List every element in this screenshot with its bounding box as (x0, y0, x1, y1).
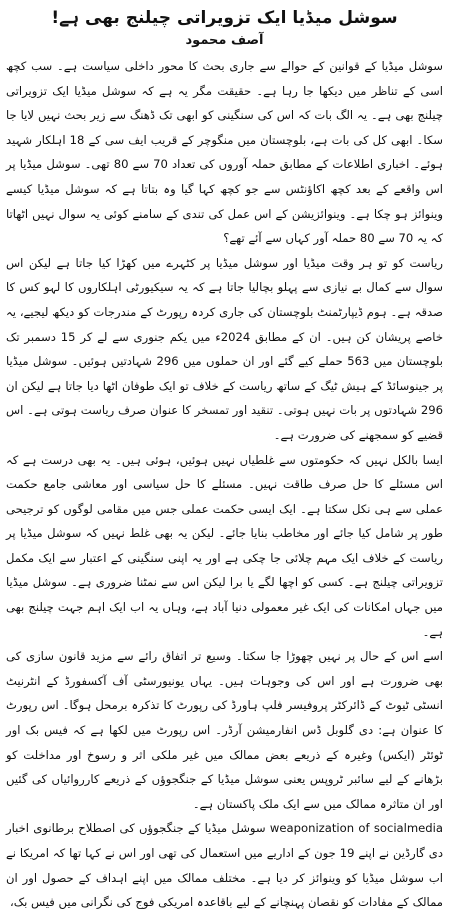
article-paragraph: ایسا بالکل نہیں کہ حکومتوں سے غلطیاں نہیں ہوئیں، ہوئی ہیں۔ یہ بھی درست ہے کہ اس مسئلے کا حل صرف طاقت نہیں۔ مسئلے کا حل سیاسی اور معاشی جامع حکمت عملی سے ہی نکل سکتا ہے۔ ایک ایسی حکمت عملی جس میں مقامی لوگوں کو ترجیحی طور پر شامل کیا جائے اور مخاطب بنایا جائے۔ لیکن یہ بھی غلط نہیں کہ سوشل میڈیا پر ریاست کے خلاف ایک مہم چلائی جا چکی ہے اور یہ اپنی سنگینی کے اعتبار سے ایک مکمل تزویراتی چیلنج ہے۔ کسی کو اچھا لگے یا برا لیکن اس سے نمٹنا ضروری ہے۔ سوشل میڈیا میں جہاں امکانات کی ایک غیر معمولی دنیا آباد ہے، وہاں یہ اب ایک اہم جہت چیلنج بھی ہے۔ (6, 452, 443, 639)
article-headline: سوشل میڈیا ایک تزویراتی چیلنج بھی ہے! (51, 8, 398, 28)
english-term: weaponization of socialmedia (269, 821, 443, 836)
article-paragraph: اسے اس کے حال پر نہیں چھوڑا جا سکتا۔ وسیع تر اتفاق رائے سے مزید قانون سازی کی بھی ضرورت ہے اور اس کی وجوہات ہیں۔ یہاں یونیورسٹی آف آکسفورڈ کے انٹرنیٹ انسٹی ٹیوٹ کے ڈائرکٹر پروفیسر فلپ ہاورڈ کی رپورٹ کا تذکرہ برمحل ہوگا۔ اس رپورٹ کا عنوان ہے: دی گلوبل ڈس انفارمیشن آرڈر۔ اس رپورٹ میں لکھا ہے کہ فیس بک اور ٹوئٹر (ایکس) وغیرہ کے ذریعے بعض ممالک میں غیر ملکی اثر و رسوخ اور مداخلت کو بڑھانے کے لیے سائبر ٹروپس یعنی سوشل میڈیا کے جنگجوؤں کے ذریعے کارروائیاں کی گئیں اور ان متاثرہ ممالک میں سے ایک ملک پاکستان ہے۔ (6, 649, 443, 811)
article-paragraph: ریاست کو تو ہر وقت میڈیا اور سوشل میڈیا پر کٹہرے میں کھڑا کیا جاتا ہے لیکن اس سوال سے کمال بے نیازی سے پہلو بچالیا جاتا ہے کہ یہ سیکیورٹی اہلکاروں کا لہو کس کا صدقہ ہے۔ ہوم ڈیپارٹمنٹ بلوچستان کی جاری کردہ رپورٹ کے مندرجات کو دیکھ لیجیے، یہ خاصے پریشان کن ہیں۔ ان کے مطابق 2024ء میں یکم جنوری سے لے کر 15 دسمبر تک بلوچستان میں 563 حملے کیے گئے اور ان حملوں میں 296 شہادتیں ہوئیں۔ سوشل میڈیا پر جینوسائڈ کے ہیش ٹیگ کے ساتھ ریاست کے خلاف تو ایک طوفان اٹھا دیا جاتا ہے لیکن ان 296 شہادتوں پر بات نہیں ہوتی۔ تنقید اور تمسخر کا عنوان صرف ریاست ہوتی ہے۔ اس قضیے کو سمجھنے کی ضرورت ہے۔ (6, 255, 444, 442)
author-byline: آصف محمود (185, 33, 264, 48)
last-paragraph-text: سوشل میڈیا کے جنگجوؤں کی اصطلاح برطانوی اخبار دی گارڈین نے اپنے 19 جون کے اداریے میں استعمال کی تھی اور اس نے کہا تھا کہ امریکا نے اب سوشل میڈیا کو وینوائز کر دیا ہے۔ مختلف ممالک میں اپنے اہداف کے حصول اور ان ممالک کے مفادات کو نقصان پہنچانے کے لیے باقاعدہ امریکی فوج کی نگرانی میں فیس بک، (6, 821, 443, 910)
article-paragraph: سوشل میڈیا کے قوانین کے حوالے سے جاری بحث کا محور داخلی سیاست ہے۔ سب کچھ اسی کے تناظر میں دیکھا جا رہا ہے۔ حقیقت مگر یہ ہے کہ سوشل میڈیا ایک تزویراتی چیلنج بھی ہے۔ یہ الگ بات کہ اس کی سنگینی کو ابھی تک ڈھنگ سے زیر بحث نہیں لایا جا سکا۔ ابھی کل کی بات ہے، بلوچستان میں منگوچر کے قریب ایف سی کے 18 اہلکار شہید ہوئے۔ اخباری اطلاعات کے مطابق حملہ آوروں کی تعداد 70 سے 80 تھی۔ سوشل میڈیا پر اس واقعے کے بعد کچھ اکاؤنٹس سے جو کچھ کہا گیا وہ بتاتا ہے کہ سوشل میڈیا کیسے وینوائز ہو چکا ہے۔ وینوائزیشن کے اس عمل کی تندی کے سامنے کوئی یہ سوال نہیں اٹھاتا کہ یہ 70 سے 80 حملہ آور کہاں سے آئے تھے؟ (6, 59, 443, 246)
article-paragraph-last (6, 816, 443, 914)
